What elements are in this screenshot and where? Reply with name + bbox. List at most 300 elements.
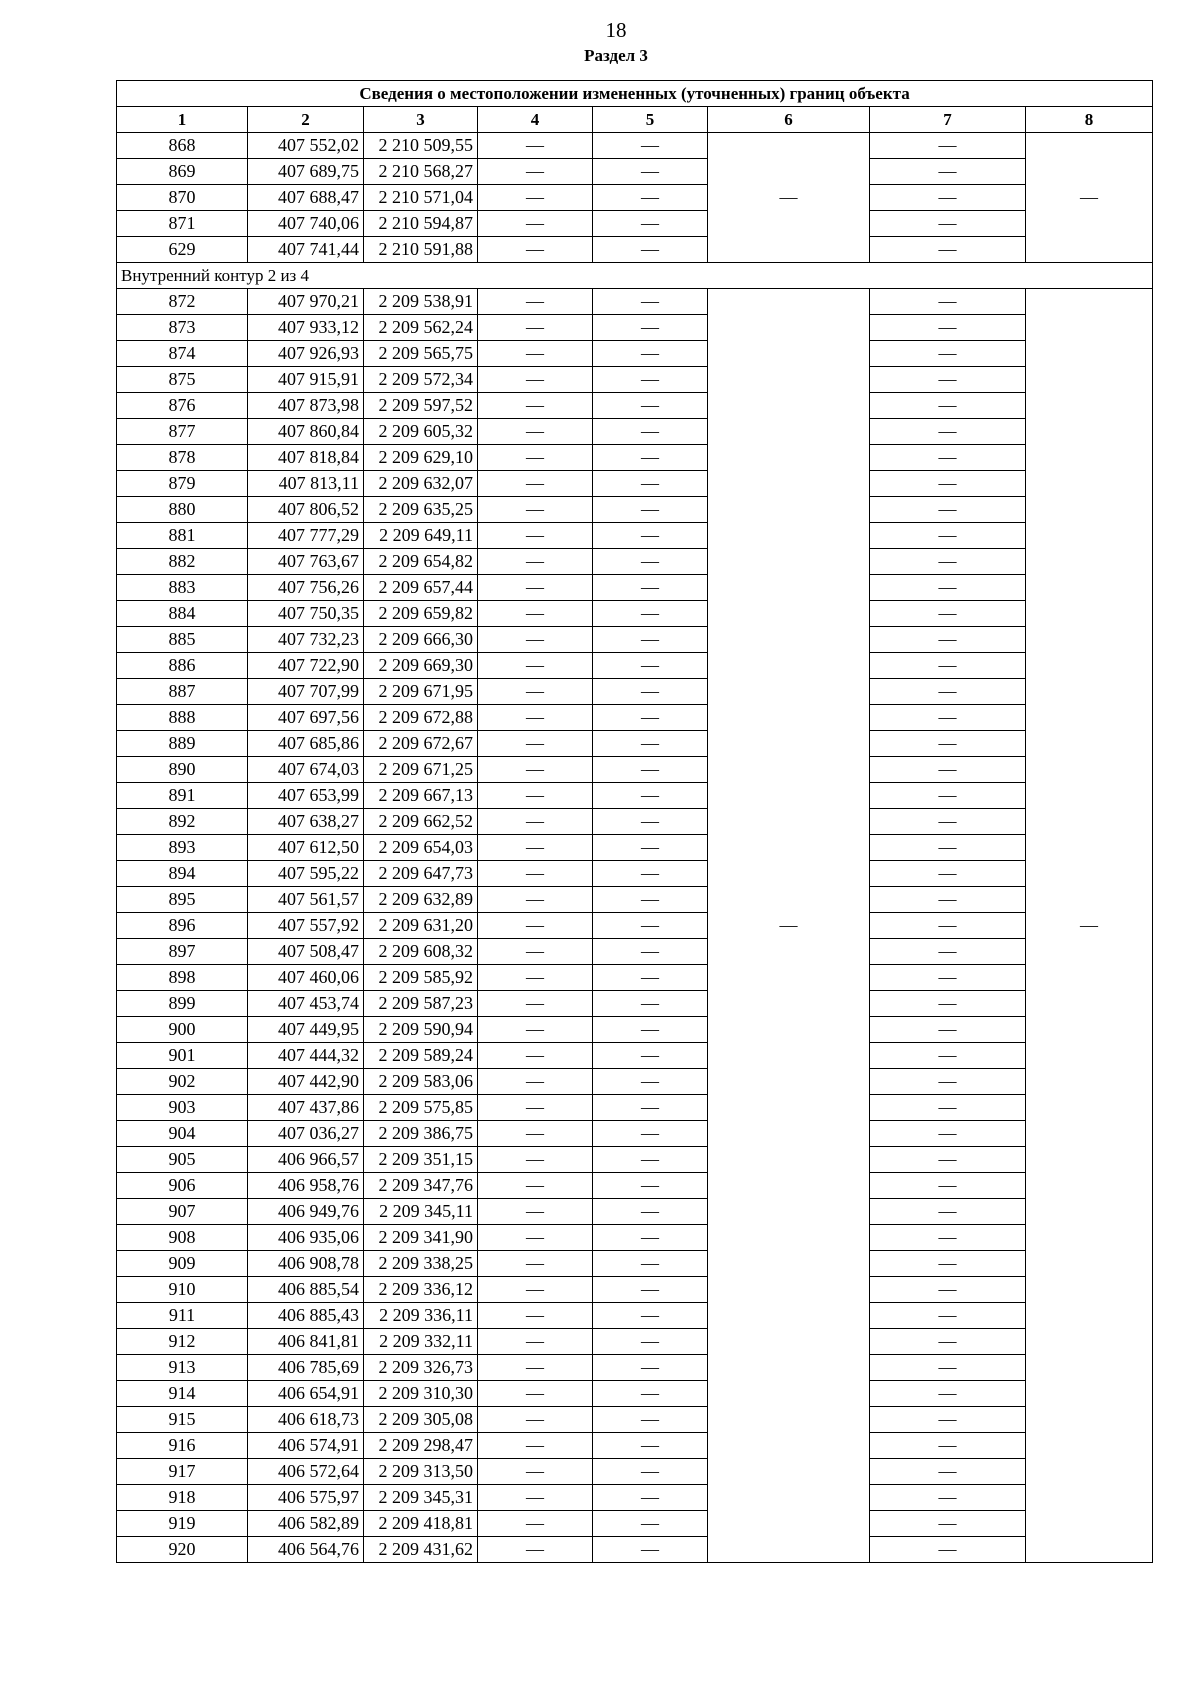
table-row xyxy=(117,367,1153,393)
col5-dash: — xyxy=(593,887,708,913)
coord-x: 407 873,98 xyxy=(248,393,364,419)
col7-dash: — xyxy=(870,679,1026,705)
point-number: 878 xyxy=(117,445,248,471)
coord-y: 2 209 338,25 xyxy=(364,1251,478,1277)
col4-dash: — xyxy=(478,757,593,783)
col7-dash: — xyxy=(870,1537,1026,1563)
col4-dash: — xyxy=(478,1407,593,1433)
col5-dash: — xyxy=(593,1485,708,1511)
table-row xyxy=(117,913,1153,939)
col4-dash: — xyxy=(478,601,593,627)
coord-y: 2 209 649,11 xyxy=(364,523,478,549)
table-row xyxy=(117,549,1153,575)
col4-dash: — xyxy=(478,965,593,991)
coord-y: 2 209 672,88 xyxy=(364,705,478,731)
table-row xyxy=(117,809,1153,835)
col7-dash: — xyxy=(870,731,1026,757)
coord-y: 2 209 351,15 xyxy=(364,1147,478,1173)
contour-row xyxy=(117,263,1153,289)
col7-dash: — xyxy=(870,887,1026,913)
point-number: 918 xyxy=(117,1485,248,1511)
point-number: 870 xyxy=(117,185,248,211)
point-number: 909 xyxy=(117,1251,248,1277)
coord-x: 407 970,21 xyxy=(248,289,364,315)
point-number: 874 xyxy=(117,341,248,367)
boundary-coordinates-table xyxy=(116,80,1153,1563)
col7-dash: — xyxy=(870,1355,1026,1381)
coord-x: 406 785,69 xyxy=(248,1355,364,1381)
point-number: 920 xyxy=(117,1537,248,1563)
column-header-6: 6 xyxy=(708,107,870,133)
col5-dash: — xyxy=(593,315,708,341)
col4-dash: — xyxy=(478,1251,593,1277)
coord-y: 2 209 587,23 xyxy=(364,991,478,1017)
col5-dash: — xyxy=(593,1381,708,1407)
table-row xyxy=(117,861,1153,887)
coord-y: 2 209 608,32 xyxy=(364,939,478,965)
col5-dash: — xyxy=(593,471,708,497)
coord-x: 407 777,29 xyxy=(248,523,364,549)
coord-x: 406 572,64 xyxy=(248,1459,364,1485)
col4-dash: — xyxy=(478,913,593,939)
point-number: 899 xyxy=(117,991,248,1017)
coord-x: 407 688,47 xyxy=(248,185,364,211)
table-row xyxy=(117,341,1153,367)
point-number: 898 xyxy=(117,965,248,991)
coord-x: 407 741,44 xyxy=(248,237,364,263)
point-number: 903 xyxy=(117,1095,248,1121)
col5-dash: — xyxy=(593,1537,708,1563)
col4-dash: — xyxy=(478,1277,593,1303)
col4-dash: — xyxy=(478,1147,593,1173)
col7-dash: — xyxy=(870,1147,1026,1173)
col4-dash: — xyxy=(478,1329,593,1355)
col5-dash: — xyxy=(593,133,708,159)
coord-y: 2 209 631,20 xyxy=(364,913,478,939)
col5-dash: — xyxy=(593,367,708,393)
col7-dash: — xyxy=(870,159,1026,185)
table-row xyxy=(117,1147,1153,1173)
col4-dash: — xyxy=(478,1485,593,1511)
coord-x: 407 740,06 xyxy=(248,211,364,237)
coord-x: 407 818,84 xyxy=(248,445,364,471)
coord-y: 2 209 431,62 xyxy=(364,1537,478,1563)
table-row xyxy=(117,1485,1153,1511)
point-number: 880 xyxy=(117,497,248,523)
col5-dash: — xyxy=(593,627,708,653)
point-number: 879 xyxy=(117,471,248,497)
col5-dash: — xyxy=(593,549,708,575)
point-number: 914 xyxy=(117,1381,248,1407)
col7-dash: — xyxy=(870,133,1026,159)
col5-dash: — xyxy=(593,1511,708,1537)
table-row xyxy=(117,237,1153,263)
point-number: 869 xyxy=(117,159,248,185)
coord-x: 407 595,22 xyxy=(248,861,364,887)
table-row xyxy=(117,289,1153,315)
col8-dash: — xyxy=(1026,133,1153,263)
col4-dash: — xyxy=(478,497,593,523)
col7-dash: — xyxy=(870,237,1026,263)
col5-dash: — xyxy=(593,1303,708,1329)
col7-dash: — xyxy=(870,1485,1026,1511)
coord-y: 2 209 635,25 xyxy=(364,497,478,523)
column-header-4: 4 xyxy=(478,107,593,133)
column-header-7: 7 xyxy=(870,107,1026,133)
col7-dash: — xyxy=(870,367,1026,393)
coord-x: 407 689,75 xyxy=(248,159,364,185)
col7-dash: — xyxy=(870,601,1026,627)
table-row xyxy=(117,211,1153,237)
col5-dash: — xyxy=(593,809,708,835)
col5-dash: — xyxy=(593,575,708,601)
coord-x: 407 722,90 xyxy=(248,653,364,679)
col5-dash: — xyxy=(593,653,708,679)
coord-y: 2 209 667,13 xyxy=(364,783,478,809)
point-number: 882 xyxy=(117,549,248,575)
coord-x: 407 707,99 xyxy=(248,679,364,705)
coord-y: 2 210 509,55 xyxy=(364,133,478,159)
table-row xyxy=(117,523,1153,549)
point-number: 908 xyxy=(117,1225,248,1251)
table-row xyxy=(117,601,1153,627)
col7-dash: — xyxy=(870,783,1026,809)
coord-x: 407 653,99 xyxy=(248,783,364,809)
coord-y: 2 209 669,30 xyxy=(364,653,478,679)
col7-dash: — xyxy=(870,1407,1026,1433)
col7-dash: — xyxy=(870,1303,1026,1329)
coord-y: 2 209 657,44 xyxy=(364,575,478,601)
col4-dash: — xyxy=(478,679,593,705)
col4-dash: — xyxy=(478,1459,593,1485)
col5-dash: — xyxy=(593,1433,708,1459)
table-row xyxy=(117,471,1153,497)
col4-dash: — xyxy=(478,887,593,913)
col7-dash: — xyxy=(870,523,1026,549)
table-row xyxy=(117,1173,1153,1199)
table-row xyxy=(117,1199,1153,1225)
col7-dash: — xyxy=(870,471,1026,497)
coord-x: 406 575,97 xyxy=(248,1485,364,1511)
coord-y: 2 209 590,94 xyxy=(364,1017,478,1043)
table-row xyxy=(117,185,1153,211)
coord-y: 2 209 572,34 xyxy=(364,367,478,393)
coord-x: 407 860,84 xyxy=(248,419,364,445)
col5-dash: — xyxy=(593,757,708,783)
col4-dash: — xyxy=(478,783,593,809)
coord-y: 2 209 597,52 xyxy=(364,393,478,419)
coord-x: 406 841,81 xyxy=(248,1329,364,1355)
table-row xyxy=(117,1225,1153,1251)
coord-y: 2 209 345,31 xyxy=(364,1485,478,1511)
coord-y: 2 209 654,03 xyxy=(364,835,478,861)
coord-x: 407 674,03 xyxy=(248,757,364,783)
coord-x: 407 442,90 xyxy=(248,1069,364,1095)
col5-dash: — xyxy=(593,1277,708,1303)
col4-dash: — xyxy=(478,861,593,887)
column-header-3: 3 xyxy=(364,107,478,133)
col4-dash: — xyxy=(478,1381,593,1407)
col7-dash: — xyxy=(870,1017,1026,1043)
table-row xyxy=(117,1381,1153,1407)
col5-dash: — xyxy=(593,393,708,419)
table-row xyxy=(117,835,1153,861)
coord-x: 407 685,86 xyxy=(248,731,364,757)
table-row xyxy=(117,627,1153,653)
table-row xyxy=(117,419,1153,445)
point-number: 892 xyxy=(117,809,248,835)
point-number: 897 xyxy=(117,939,248,965)
point-number: 872 xyxy=(117,289,248,315)
table-row xyxy=(117,497,1153,523)
col5-dash: — xyxy=(593,1095,708,1121)
point-number: 873 xyxy=(117,315,248,341)
table-row xyxy=(117,757,1153,783)
column-header-2: 2 xyxy=(248,107,364,133)
col7-dash: — xyxy=(870,1173,1026,1199)
coord-y: 2 209 562,24 xyxy=(364,315,478,341)
col7-dash: — xyxy=(870,393,1026,419)
coord-y: 2 210 571,04 xyxy=(364,185,478,211)
col4-dash: — xyxy=(478,653,593,679)
coord-x: 407 036,27 xyxy=(248,1121,364,1147)
point-number: 876 xyxy=(117,393,248,419)
coord-x: 407 612,50 xyxy=(248,835,364,861)
point-number: 895 xyxy=(117,887,248,913)
col5-dash: — xyxy=(593,965,708,991)
col4-dash: — xyxy=(478,1225,593,1251)
col5-dash: — xyxy=(593,1225,708,1251)
coord-x: 407 732,23 xyxy=(248,627,364,653)
col5-dash: — xyxy=(593,1355,708,1381)
coord-x: 407 552,02 xyxy=(248,133,364,159)
col5-dash: — xyxy=(593,705,708,731)
coord-x: 406 618,73 xyxy=(248,1407,364,1433)
coord-y: 2 209 386,75 xyxy=(364,1121,478,1147)
coord-y: 2 209 575,85 xyxy=(364,1095,478,1121)
col7-dash: — xyxy=(870,1043,1026,1069)
col7-dash: — xyxy=(870,991,1026,1017)
coord-y: 2 209 654,82 xyxy=(364,549,478,575)
col7-dash: — xyxy=(870,653,1026,679)
coord-y: 2 209 647,73 xyxy=(364,861,478,887)
coord-y: 2 209 310,30 xyxy=(364,1381,478,1407)
col4-dash: — xyxy=(478,939,593,965)
col7-dash: — xyxy=(870,965,1026,991)
column-header-row xyxy=(117,107,1153,133)
col5-dash: — xyxy=(593,445,708,471)
coord-x: 406 949,76 xyxy=(248,1199,364,1225)
coord-x: 407 806,52 xyxy=(248,497,364,523)
col5-dash: — xyxy=(593,861,708,887)
col4-dash: — xyxy=(478,289,593,315)
coord-y: 2 209 313,50 xyxy=(364,1459,478,1485)
point-number: 905 xyxy=(117,1147,248,1173)
coord-y: 2 209 583,06 xyxy=(364,1069,478,1095)
col7-dash: — xyxy=(870,835,1026,861)
coord-x: 406 582,89 xyxy=(248,1511,364,1537)
point-number: 881 xyxy=(117,523,248,549)
coord-y: 2 210 568,27 xyxy=(364,159,478,185)
col4-dash: — xyxy=(478,1303,593,1329)
col7-dash: — xyxy=(870,575,1026,601)
col7-dash: — xyxy=(870,1277,1026,1303)
point-number: 629 xyxy=(117,237,248,263)
col7-dash: — xyxy=(870,1095,1026,1121)
coord-x: 407 437,86 xyxy=(248,1095,364,1121)
col7-dash: — xyxy=(870,1511,1026,1537)
table-row xyxy=(117,705,1153,731)
col4-dash: — xyxy=(478,1537,593,1563)
col4-dash: — xyxy=(478,705,593,731)
coord-x: 406 885,54 xyxy=(248,1277,364,1303)
col7-dash: — xyxy=(870,705,1026,731)
col5-dash: — xyxy=(593,991,708,1017)
point-number: 886 xyxy=(117,653,248,679)
coord-y: 2 209 632,07 xyxy=(364,471,478,497)
col4-dash: — xyxy=(478,523,593,549)
col4-dash: — xyxy=(478,809,593,835)
col5-dash: — xyxy=(593,1043,708,1069)
table-row xyxy=(117,887,1153,913)
col5-dash: — xyxy=(593,523,708,549)
coord-x: 407 750,35 xyxy=(248,601,364,627)
coord-y: 2 209 629,10 xyxy=(364,445,478,471)
point-number: 875 xyxy=(117,367,248,393)
coord-y: 2 210 591,88 xyxy=(364,237,478,263)
coord-x: 406 564,76 xyxy=(248,1537,364,1563)
point-number: 889 xyxy=(117,731,248,757)
point-number: 904 xyxy=(117,1121,248,1147)
table-row xyxy=(117,1459,1153,1485)
col5-dash: — xyxy=(593,159,708,185)
col7-dash: — xyxy=(870,757,1026,783)
table-row xyxy=(117,1043,1153,1069)
col4-dash: — xyxy=(478,1355,593,1381)
coord-x: 407 508,47 xyxy=(248,939,364,965)
column-header-1: 1 xyxy=(117,107,248,133)
table-row xyxy=(117,1121,1153,1147)
table-row xyxy=(117,1355,1153,1381)
coord-x: 407 763,67 xyxy=(248,549,364,575)
col7-dash: — xyxy=(870,1121,1026,1147)
col5-dash: — xyxy=(593,601,708,627)
col4-dash: — xyxy=(478,1121,593,1147)
col5-dash: — xyxy=(593,185,708,211)
coord-x: 407 561,57 xyxy=(248,887,364,913)
coord-y: 2 209 662,52 xyxy=(364,809,478,835)
coord-x: 406 654,91 xyxy=(248,1381,364,1407)
table-row xyxy=(117,783,1153,809)
table-row xyxy=(117,159,1153,185)
point-number: 900 xyxy=(117,1017,248,1043)
col4-dash: — xyxy=(478,185,593,211)
col5-dash: — xyxy=(593,289,708,315)
coord-y: 2 209 347,76 xyxy=(364,1173,478,1199)
col5-dash: — xyxy=(593,1173,708,1199)
col5-dash: — xyxy=(593,1459,708,1485)
point-number: 893 xyxy=(117,835,248,861)
point-number: 891 xyxy=(117,783,248,809)
col5-dash: — xyxy=(593,1407,708,1433)
table-row xyxy=(117,1433,1153,1459)
table-row xyxy=(117,1017,1153,1043)
table-row xyxy=(117,1251,1153,1277)
point-number: 877 xyxy=(117,419,248,445)
col5-dash: — xyxy=(593,1199,708,1225)
col7-dash: — xyxy=(870,1381,1026,1407)
table-row xyxy=(117,653,1153,679)
col5-dash: — xyxy=(593,913,708,939)
coord-y: 2 209 345,11 xyxy=(364,1199,478,1225)
coord-x: 406 574,91 xyxy=(248,1433,364,1459)
point-number: 871 xyxy=(117,211,248,237)
col7-dash: — xyxy=(870,1433,1026,1459)
coord-x: 407 638,27 xyxy=(248,809,364,835)
col7-dash: — xyxy=(870,549,1026,575)
col4-dash: — xyxy=(478,471,593,497)
point-number: 883 xyxy=(117,575,248,601)
col5-dash: — xyxy=(593,419,708,445)
col7-dash: — xyxy=(870,419,1026,445)
point-number: 902 xyxy=(117,1069,248,1095)
col4-dash: — xyxy=(478,419,593,445)
point-number: 887 xyxy=(117,679,248,705)
table-row xyxy=(117,679,1153,705)
col7-dash: — xyxy=(870,861,1026,887)
column-header-5: 5 xyxy=(593,107,708,133)
coord-y: 2 209 632,89 xyxy=(364,887,478,913)
table-row xyxy=(117,965,1153,991)
coord-y: 2 209 332,11 xyxy=(364,1329,478,1355)
col5-dash: — xyxy=(593,341,708,367)
col4-dash: — xyxy=(478,367,593,393)
col4-dash: — xyxy=(478,575,593,601)
col4-dash: — xyxy=(478,731,593,757)
col7-dash: — xyxy=(870,445,1026,471)
coord-y: 2 209 605,32 xyxy=(364,419,478,445)
section-title: Раздел 3 xyxy=(584,46,648,65)
table-row xyxy=(117,1069,1153,1095)
point-number: 901 xyxy=(117,1043,248,1069)
coord-x: 407 444,32 xyxy=(248,1043,364,1069)
coord-x: 406 966,57 xyxy=(248,1147,364,1173)
coord-y: 2 209 589,24 xyxy=(364,1043,478,1069)
point-number: 913 xyxy=(117,1355,248,1381)
col4-dash: — xyxy=(478,991,593,1017)
coord-y: 2 209 538,91 xyxy=(364,289,478,315)
table-row xyxy=(117,939,1153,965)
table-row xyxy=(117,1407,1153,1433)
table-row xyxy=(117,575,1153,601)
col7-dash: — xyxy=(870,939,1026,965)
col5-dash: — xyxy=(593,783,708,809)
col4-dash: — xyxy=(478,627,593,653)
table-row xyxy=(117,133,1153,159)
coord-y: 2 209 585,92 xyxy=(364,965,478,991)
col5-dash: — xyxy=(593,237,708,263)
col5-dash: — xyxy=(593,1147,708,1173)
col7-dash: — xyxy=(870,1069,1026,1095)
col7-dash: — xyxy=(870,809,1026,835)
coord-x: 406 885,43 xyxy=(248,1303,364,1329)
coord-x: 407 460,06 xyxy=(248,965,364,991)
point-number: 868 xyxy=(117,133,248,159)
coord-x: 407 557,92 xyxy=(248,913,364,939)
point-number: 910 xyxy=(117,1277,248,1303)
coord-y: 2 209 671,95 xyxy=(364,679,478,705)
col6-dash: — xyxy=(708,289,870,1563)
